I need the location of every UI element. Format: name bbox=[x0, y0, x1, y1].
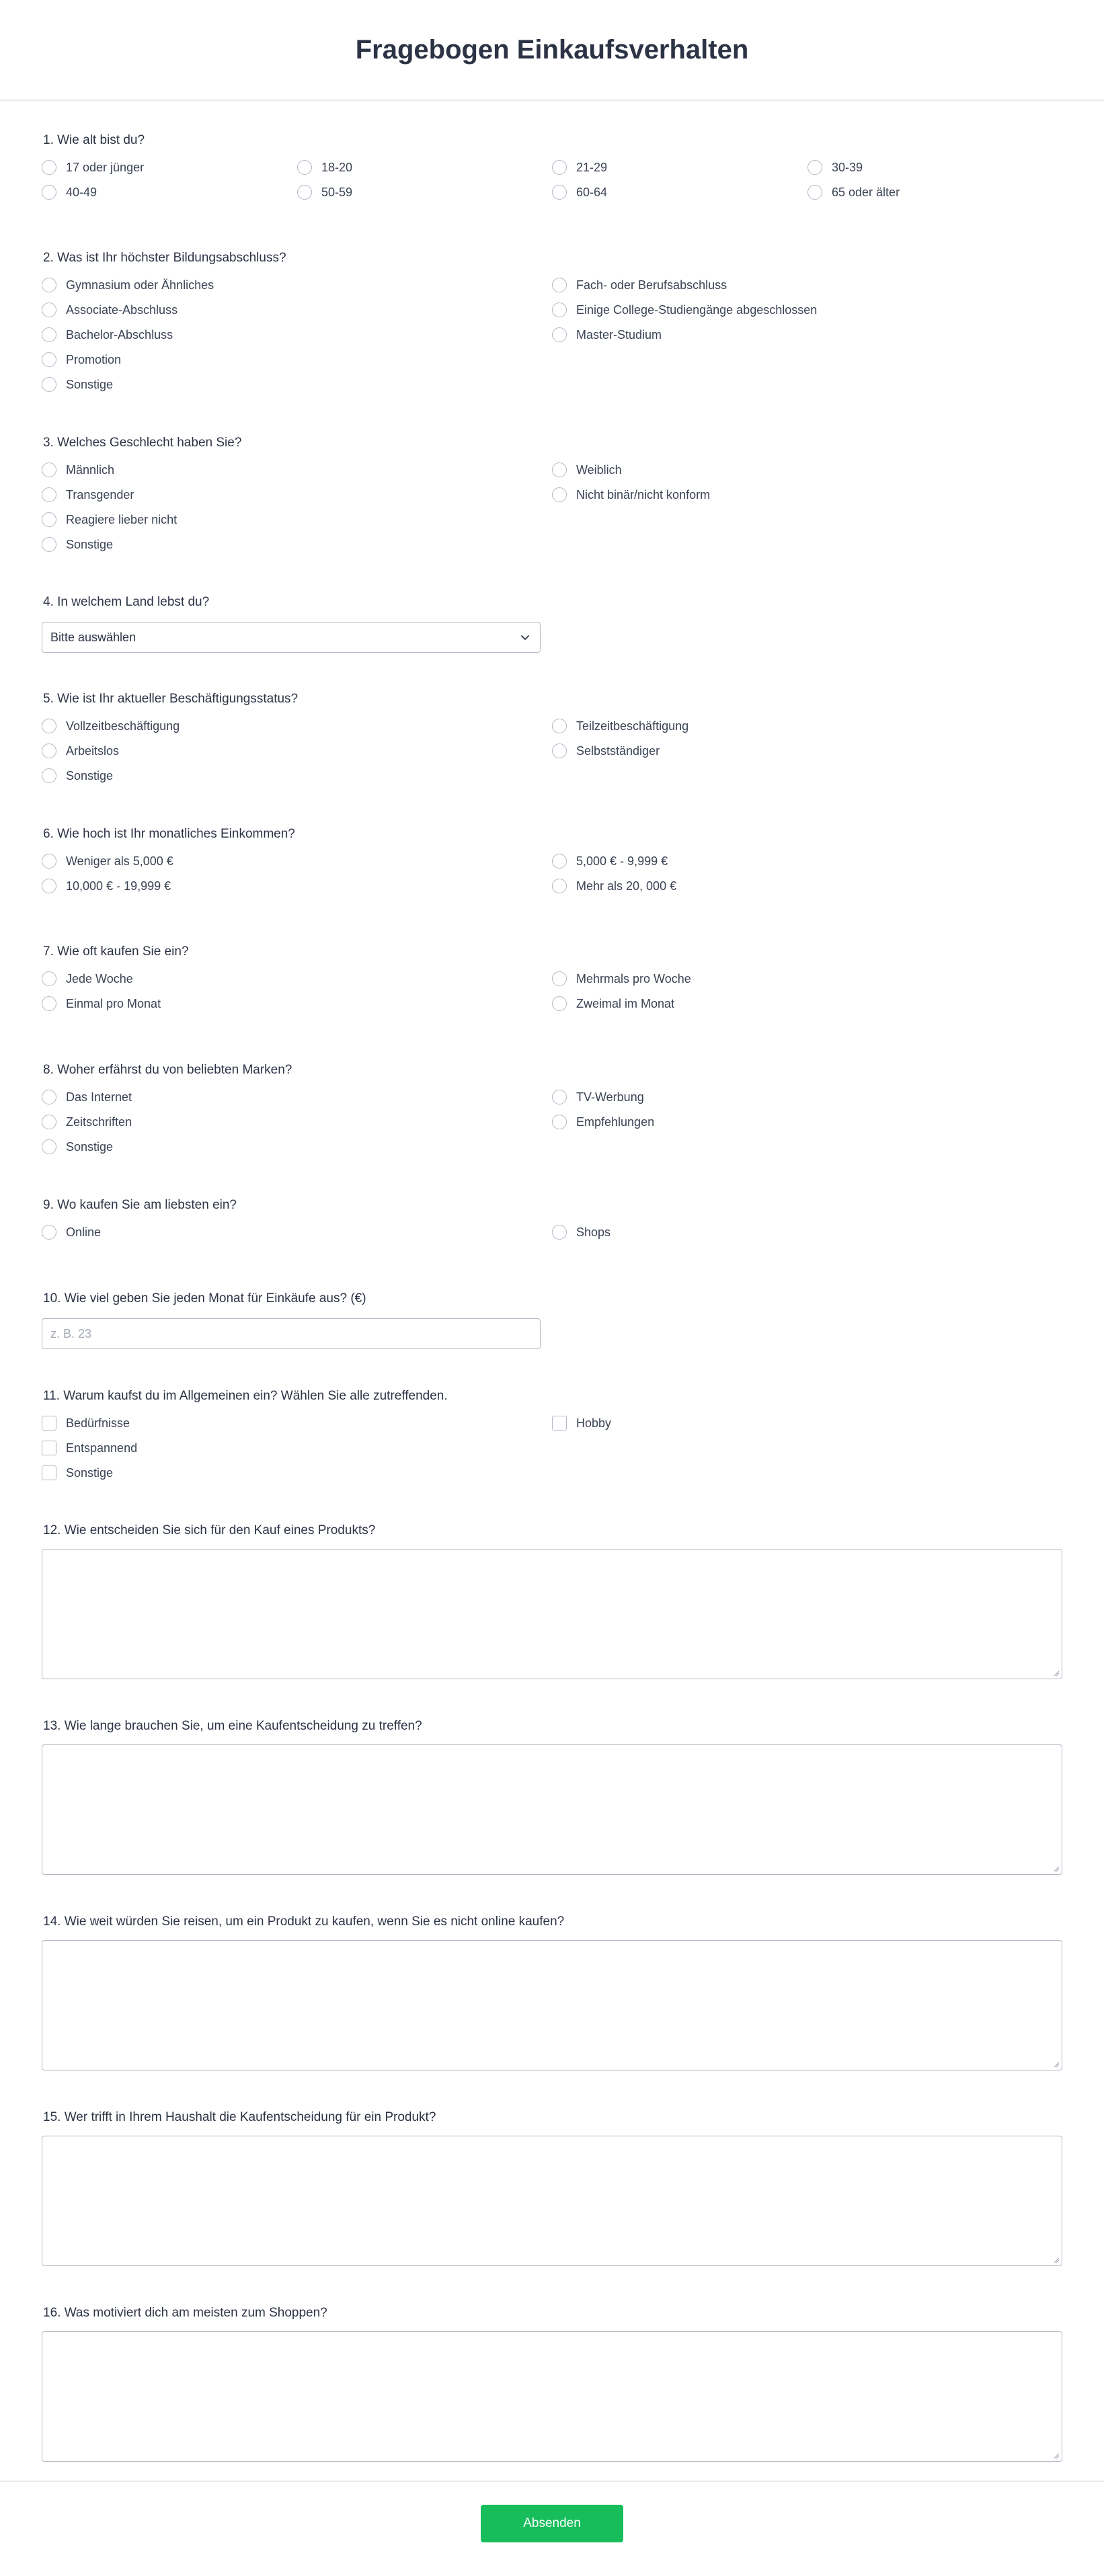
employment-option[interactable]: Sonstige bbox=[42, 768, 113, 783]
radio-circle[interactable] bbox=[552, 996, 567, 1011]
form-footer bbox=[0, 2481, 1104, 2576]
radio-circle[interactable] bbox=[42, 512, 56, 527]
income-option[interactable]: 10,000 € - 19,999 € bbox=[42, 879, 171, 893]
age-option-30-39[interactable]: 30-39 bbox=[807, 160, 863, 175]
radio-circle[interactable] bbox=[552, 1090, 567, 1104]
question-label: 3. Welches Geschlecht haben Sie? bbox=[43, 436, 242, 450]
radio-circle[interactable] bbox=[552, 160, 567, 175]
decision-time-textarea[interactable] bbox=[42, 1744, 1062, 1875]
radio-circle[interactable] bbox=[297, 185, 312, 200]
radio-circle[interactable] bbox=[552, 303, 567, 317]
question-label: 15. Wer trifft in Ihrem Haushalt die Kaufentscheidung für ein Produkt? bbox=[43, 2110, 436, 2124]
radio-circle[interactable] bbox=[552, 185, 567, 200]
brand-source-option[interactable]: Empfehlungen bbox=[552, 1115, 654, 1129]
brand-source-option[interactable]: TV-Werbung bbox=[552, 1090, 644, 1104]
checkbox-square[interactable] bbox=[42, 1465, 56, 1480]
country-select[interactable] bbox=[42, 622, 541, 653]
household-decision-textarea[interactable] bbox=[42, 2136, 1062, 2266]
question-label: 11. Warum kaufst du im Allgemeinen ein? Wählen Sie alle zutreffenden. bbox=[43, 1389, 448, 1403]
brand-source-option[interactable]: Zeitschriften bbox=[42, 1115, 132, 1129]
form-header bbox=[0, 0, 1104, 101]
radio-circle[interactable] bbox=[552, 719, 567, 733]
radio-circle[interactable] bbox=[42, 1115, 56, 1129]
radio-circle[interactable] bbox=[552, 1115, 567, 1129]
resize-grip-icon[interactable] bbox=[1053, 2257, 1060, 2263]
resize-grip-icon[interactable] bbox=[1053, 1865, 1060, 1872]
radio-circle[interactable] bbox=[552, 854, 567, 869]
gender-option[interactable]: Reagiere lieber nicht bbox=[42, 512, 177, 527]
radio-circle[interactable] bbox=[552, 971, 567, 986]
education-option[interactable]: Associate-Abschluss bbox=[42, 303, 178, 317]
question-label: 13. Wie lange brauchen Sie, um eine Kaufentscheidung zu treffen? bbox=[43, 1719, 422, 1733]
radio-circle[interactable] bbox=[807, 185, 822, 200]
radio-circle[interactable] bbox=[42, 185, 56, 200]
employment-option[interactable]: Vollzeitbeschäftigung bbox=[42, 719, 180, 733]
shopping-motivation-textarea[interactable] bbox=[42, 2331, 1062, 2462]
checkbox-square[interactable] bbox=[42, 1416, 56, 1431]
checkbox-square[interactable] bbox=[42, 1441, 56, 1455]
age-option-40-49[interactable]: 40-49 bbox=[42, 185, 97, 200]
radio-circle[interactable] bbox=[42, 879, 56, 893]
income-option[interactable]: 5,000 € - 9,999 € bbox=[552, 854, 668, 869]
brand-source-option[interactable]: Sonstige bbox=[42, 1139, 113, 1154]
radio-circle[interactable] bbox=[42, 719, 56, 733]
reason-checkbox[interactable]: Bedürfnisse bbox=[42, 1416, 130, 1431]
question-label: 8. Woher erfährst du von beliebten Marken? bbox=[43, 1063, 292, 1077]
reason-checkbox[interactable]: Hobby bbox=[552, 1416, 611, 1431]
income-option[interactable]: Mehr als 20, 000 € bbox=[552, 879, 676, 893]
reason-checkbox[interactable]: Sonstige bbox=[42, 1465, 113, 1480]
question-label: 10. Wie viel geben Sie jeden Monat für Einkäufe aus? (€) bbox=[43, 1291, 366, 1305]
monthly-spend-input[interactable] bbox=[42, 1318, 541, 1349]
age-option-17-or-younger[interactable]: 17 oder jünger bbox=[42, 160, 144, 175]
age-option-18-20[interactable]: 18-20 bbox=[297, 160, 352, 175]
purchase-decision-textarea[interactable] bbox=[42, 1549, 1062, 1679]
employment-option[interactable]: Selbstständiger bbox=[552, 743, 660, 758]
question-label: 7. Wie oft kaufen Sie ein? bbox=[43, 944, 189, 959]
education-option[interactable]: Bachelor-Abschluss bbox=[42, 327, 173, 342]
brand-source-option[interactable]: Das Internet bbox=[42, 1090, 132, 1104]
radio-circle[interactable] bbox=[42, 971, 56, 986]
radio-circle[interactable] bbox=[552, 327, 567, 342]
income-option[interactable]: Weniger als 5,000 € bbox=[42, 854, 173, 869]
radio-circle[interactable] bbox=[552, 487, 567, 502]
question-label: 12. Wie entscheiden Sie sich für den Kauf eines Produkts? bbox=[43, 1523, 376, 1537]
frequency-option[interactable]: Einmal pro Monat bbox=[42, 996, 161, 1011]
form-title: Fragebogen Einkaufsverhalten bbox=[355, 34, 749, 65]
question-label: 5. Wie ist Ihr aktueller Beschäftigungsstatus? bbox=[43, 692, 299, 706]
radio-circle[interactable] bbox=[42, 160, 56, 175]
gender-option[interactable]: Männlich bbox=[42, 462, 114, 477]
radio-circle[interactable] bbox=[552, 743, 567, 758]
age-option-21-29[interactable]: 21-29 bbox=[552, 160, 607, 175]
education-option[interactable]: Master-Studium bbox=[552, 327, 662, 342]
age-option-65-or-older[interactable]: 65 oder älter bbox=[807, 185, 900, 200]
education-option[interactable]: Promotion bbox=[42, 352, 121, 367]
frequency-option[interactable]: Mehrmals pro Woche bbox=[552, 971, 691, 986]
frequency-option[interactable]: Jede Woche bbox=[42, 971, 133, 986]
radio-circle[interactable] bbox=[42, 278, 56, 292]
resize-grip-icon[interactable] bbox=[1053, 1670, 1060, 1677]
travel-distance-textarea[interactable] bbox=[42, 1940, 1062, 2070]
radio-circle[interactable] bbox=[42, 854, 56, 869]
question-label: 2. Was ist Ihr höchster Bildungsabschluss? bbox=[43, 251, 286, 265]
radio-circle[interactable] bbox=[42, 377, 56, 392]
radio-circle[interactable] bbox=[552, 462, 567, 477]
radio-circle[interactable] bbox=[42, 303, 56, 317]
place-option-shops[interactable]: Shops bbox=[552, 1225, 610, 1240]
question-label: 16. Was motiviert dich am meisten zum Shoppen? bbox=[43, 2306, 327, 2320]
radio-circle[interactable] bbox=[42, 352, 56, 367]
question-label: 4. In welchem Land lebst du? bbox=[43, 595, 210, 609]
radio-circle[interactable] bbox=[42, 1225, 56, 1240]
question-label: 14. Wie weit würden Sie reisen, um ein Produkt zu kaufen, wenn Sie es nicht online kaufen? bbox=[43, 1915, 565, 1929]
radio-circle[interactable] bbox=[552, 879, 567, 893]
radio-circle[interactable] bbox=[297, 160, 312, 175]
radio-circle[interactable] bbox=[42, 462, 56, 477]
place-option-online[interactable]: Online bbox=[42, 1225, 101, 1240]
employment-option[interactable]: Teilzeitbeschäftigung bbox=[552, 719, 688, 733]
submit-button[interactable]: Absenden bbox=[481, 2505, 623, 2542]
radio-circle[interactable] bbox=[42, 768, 56, 783]
checkbox-square[interactable] bbox=[552, 1416, 567, 1431]
education-option[interactable]: Einige College-Studiengänge abgeschlossen bbox=[552, 303, 817, 317]
gender-option[interactable]: Sonstige bbox=[42, 537, 113, 552]
question-label: 6. Wie hoch ist Ihr monatliches Einkommen? bbox=[43, 827, 295, 841]
chevron-down-icon bbox=[518, 631, 532, 644]
gender-option[interactable]: Nicht binär/nicht konform bbox=[552, 487, 710, 502]
question-label: 9. Wo kaufen Sie am liebsten ein? bbox=[43, 1198, 237, 1212]
gender-option[interactable]: Transgender bbox=[42, 487, 134, 502]
age-option-60-64[interactable]: 60-64 bbox=[552, 185, 607, 200]
employment-option[interactable]: Arbeitslos bbox=[42, 743, 119, 758]
age-option-50-59[interactable]: 50-59 bbox=[297, 185, 352, 200]
education-option[interactable]: Fach- oder Berufsabschluss bbox=[552, 278, 727, 292]
radio-circle[interactable] bbox=[42, 996, 56, 1011]
question-label: 1. Wie alt bist du? bbox=[43, 133, 145, 147]
radio-circle[interactable] bbox=[42, 487, 56, 502]
frequency-option[interactable]: Zweimal im Monat bbox=[552, 996, 674, 1011]
radio-circle[interactable] bbox=[42, 327, 56, 342]
resize-grip-icon[interactable] bbox=[1053, 2452, 1060, 2459]
education-option[interactable]: Sonstige bbox=[42, 377, 113, 392]
radio-circle[interactable] bbox=[42, 537, 56, 552]
radio-circle[interactable] bbox=[42, 1139, 56, 1154]
radio-circle[interactable] bbox=[42, 743, 56, 758]
reason-checkbox[interactable]: Entspannend bbox=[42, 1441, 137, 1455]
radio-circle[interactable] bbox=[807, 160, 822, 175]
resize-grip-icon[interactable] bbox=[1053, 2061, 1060, 2068]
education-option[interactable]: Gymnasium oder Ähnliches bbox=[42, 278, 214, 292]
country-select-value: Bitte auswählen bbox=[50, 630, 136, 644]
radio-circle[interactable] bbox=[42, 1090, 56, 1104]
gender-option[interactable]: Weiblich bbox=[552, 462, 622, 477]
radio-circle[interactable] bbox=[552, 1225, 567, 1240]
radio-circle[interactable] bbox=[552, 278, 567, 292]
